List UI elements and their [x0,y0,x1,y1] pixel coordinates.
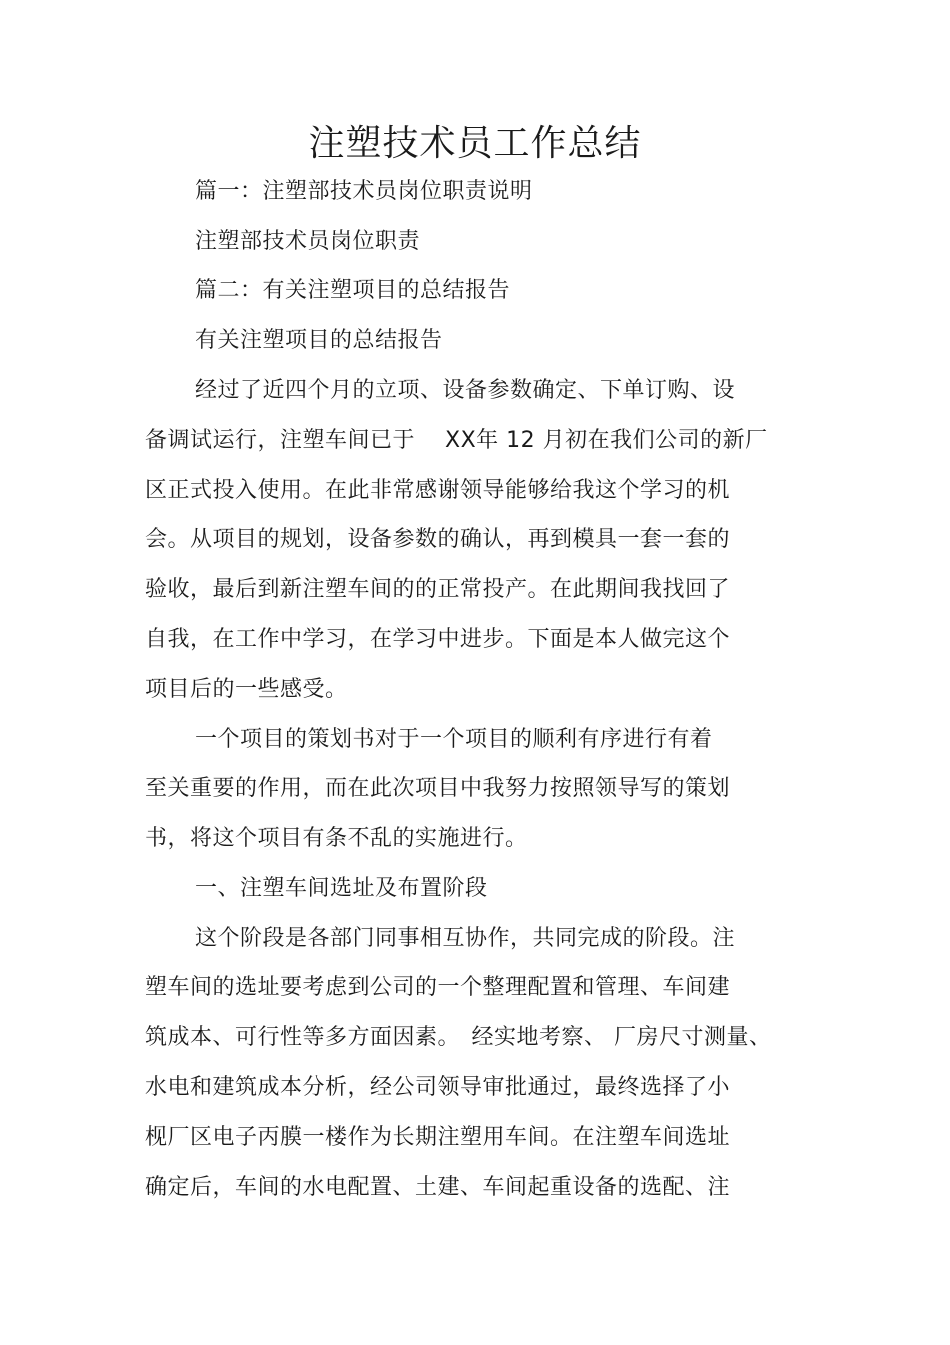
paragraph-1-line-4: 会。从项目的规划，设备参数的确认，再到模具一套一套的 [145,527,731,552]
paragraph-2-line-1: 一个项目的策划书对于一个项目的顺利有序进行有着 [195,727,713,752]
subheading-2: 有关注塑项目的总结报告 [195,328,443,353]
paragraph-3-line-1: 这个阶段是各部门同事相互协作，共同完成的阶段。注 [195,926,736,951]
paragraph-1-line-3: 区正式投入使用。在此非常感谢领导能够给我这个学习的机 [145,478,731,503]
paragraph-2-line-3: 书，将这个项目有条不乱的实施进行。 [145,826,528,851]
paragraph-3-line-6: 确定后，车间的水电配置、土建、车间起重设备的选配、注 [145,1175,731,1200]
paragraph-3-line-5: 枧厂区电子丙膜一楼作为长期注塑用车间。在注塑车间选址 [145,1125,731,1150]
section-heading-2: 篇二：有关注塑项目的总结报告 [195,278,511,303]
paragraph-3-line-4: 水电和建筑成本分析，经公司领导审批通过，最终选择了小 [145,1075,731,1100]
paragraph-1-line-2: 备调试运行，注塑车间已于 XX年 12 月初在我们公司的新厂 [145,428,768,453]
paragraph-3-line-2: 塑车间的选址要考虑到公司的一个整理配置和管理、车间建 [145,975,731,1000]
paragraph-1-line-5: 验收，最后到新注塑车间的的正常投产。在此期间我找回了 [145,577,731,602]
paragraph-3-line-3: 筑成本、可行性等多方面因素。 经实地考察、 厂房尺寸测量、 [145,1025,772,1050]
document-title: 注塑技术员工作总结 [308,123,642,164]
paragraph-1-line-7: 项目后的一些感受。 [145,677,348,702]
section-heading-1: 篇一：注塑部技术员岗位职责说明 [195,179,533,204]
paragraph-1-line-1: 经过了近四个月的立项、设备参数确定、下单订购、设 [195,378,736,403]
subheading-1: 注塑部技术员岗位职责 [195,229,421,254]
paragraph-1-line-6: 自我，在工作中学习，在学习中进步。下面是本人做完这个 [145,627,731,652]
section-heading-3: 一、注塑车间选址及布置阶段 [195,876,488,901]
paragraph-2-line-2: 至关重要的作用，而在此次项目中我努力按照领导写的策划 [145,776,731,801]
